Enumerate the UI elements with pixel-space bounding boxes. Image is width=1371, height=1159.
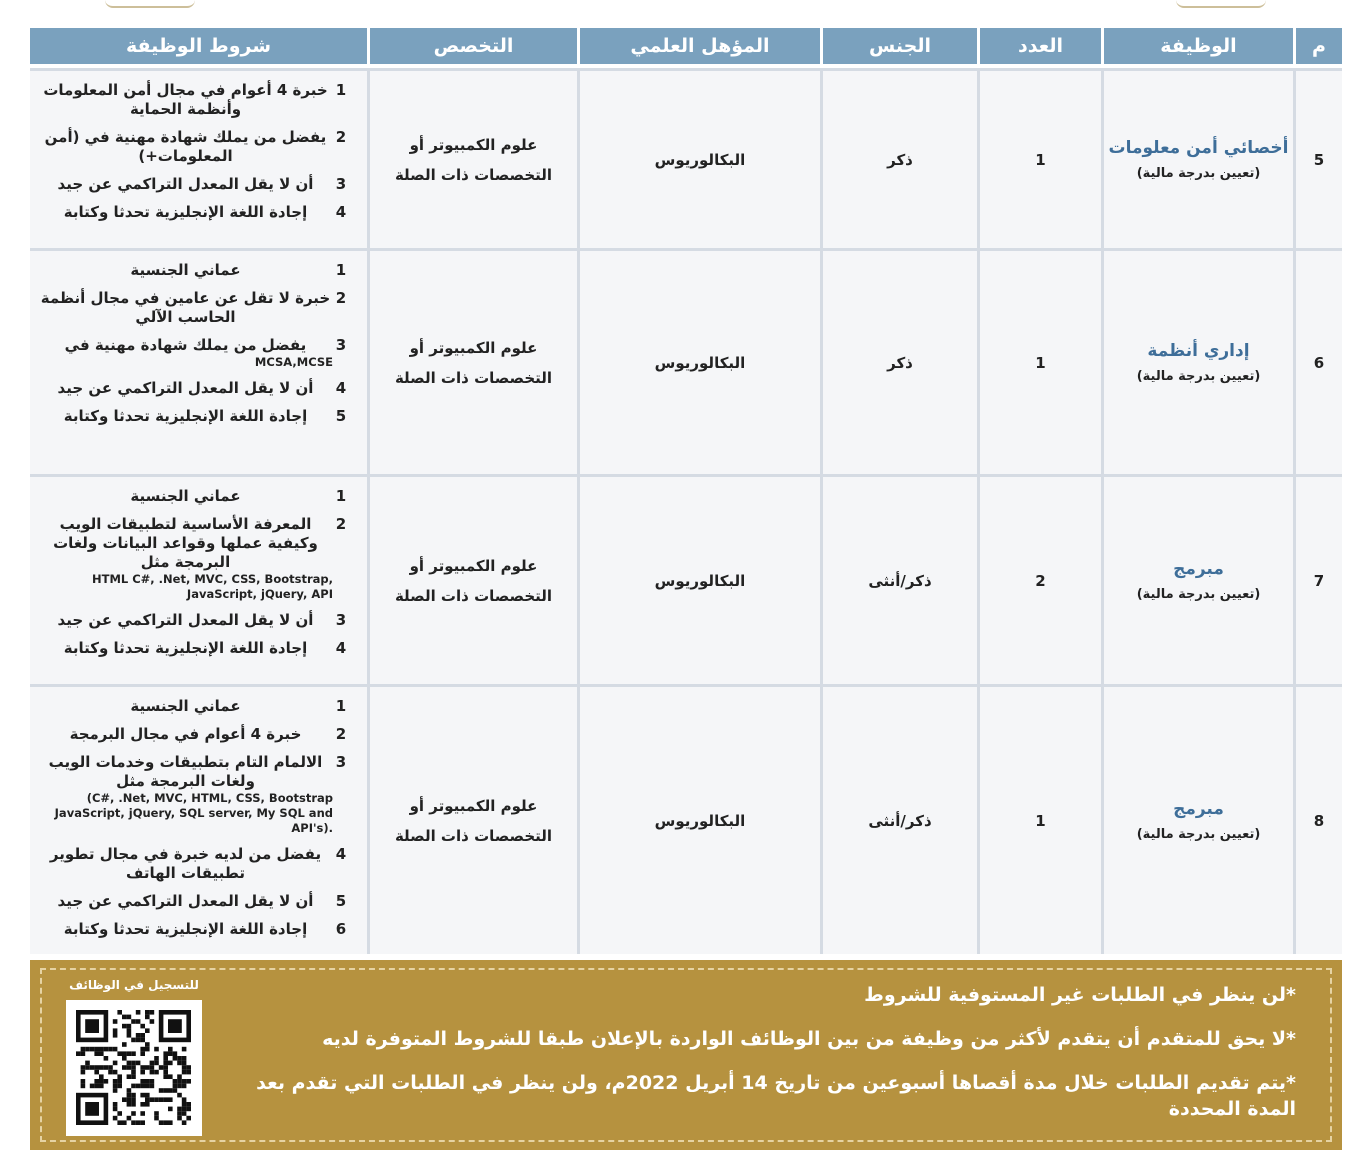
- condition-item: [38, 892, 349, 911]
- job-qualification: البكالوريوس: [577, 684, 820, 954]
- spec-line-2: التخصصات ذات الصلة: [394, 586, 553, 605]
- condition-number: 3: [335, 175, 347, 193]
- table-row: [30, 248, 1342, 474]
- job-subtitle: (تعيين بدرجة مالية): [1136, 587, 1261, 602]
- header-qualification: المؤهل العلمي: [577, 28, 820, 64]
- header-gender: الجنس: [820, 28, 977, 64]
- note-item: *لن ينظر في الطلبات غير المستوفية للشروط: [864, 984, 1296, 1006]
- job-specialization: [367, 684, 577, 954]
- condition-number: 3: [335, 753, 347, 771]
- table-header-row: [30, 28, 1342, 64]
- spec-line-2: التخصصات ذات الصلة: [394, 165, 553, 184]
- condition-number: 4: [335, 379, 347, 397]
- condition-item: [38, 725, 349, 744]
- condition-text: عماني الجنسية: [130, 697, 241, 715]
- header-job: الوظيفة: [1101, 28, 1293, 64]
- row-number: 7: [1293, 474, 1342, 684]
- condition-number: 6: [335, 920, 347, 938]
- condition-number: 2: [335, 128, 347, 146]
- table-row: [30, 684, 1342, 954]
- spec-line-1: علوم الكمبيوتر أو: [409, 135, 538, 154]
- job-gender: ذكر/أنثى: [820, 474, 977, 684]
- condition-item: [38, 845, 349, 883]
- condition-text: عماني الجنسية: [130, 261, 241, 279]
- spec-line-1: علوم الكمبيوتر أو: [409, 796, 538, 815]
- condition-text-main: الالمام التام بتطبيقات وخدمات الويب ولغات البرمجة مثل: [48, 753, 323, 790]
- condition-item: [38, 336, 349, 370]
- top-decoration-left: [105, 0, 195, 8]
- condition-text: [38, 753, 333, 836]
- condition-text-extra: (C#, .Net, MVC, HTML, CSS, Bootstrap JavaScript, jQuery, SQL server, My SQL and API's).: [54, 791, 333, 835]
- condition-item: [38, 289, 349, 327]
- condition-number: 3: [335, 336, 347, 354]
- spec-line-2: التخصصات ذات الصلة: [394, 826, 553, 845]
- condition-number: 1: [335, 697, 347, 715]
- condition-number: 4: [335, 203, 347, 221]
- job-conditions: [30, 474, 367, 684]
- job-gender: ذكر: [820, 248, 977, 474]
- notes-list: [246, 982, 1296, 1140]
- condition-text: يفضل من لديه خبرة في مجال تطوير تطبيقات الهاتف: [49, 845, 322, 882]
- condition-item: [38, 203, 349, 222]
- qr-code-icon: [66, 1000, 202, 1136]
- job-count: 1: [977, 248, 1101, 474]
- job-conditions: [30, 684, 367, 954]
- condition-text: خبرة لا تقل عن عامين في مجال أنظمة الحاسب الآلي: [40, 289, 331, 326]
- condition-item: [38, 487, 349, 506]
- header-m: م: [1293, 28, 1342, 64]
- condition-text: إجادة اللغة الإنجليزية تحدثا وكتابة: [63, 639, 308, 657]
- condition-number: 1: [335, 261, 347, 279]
- job-conditions: [30, 248, 367, 474]
- condition-text: إجادة اللغة الإنجليزية تحدثا وكتابة: [63, 920, 308, 938]
- top-decoration-right: [1176, 0, 1266, 8]
- job-qualification: البكالوريوس: [577, 68, 820, 248]
- condition-text-main: يفضل من يملك شهادة مهنية في: [64, 336, 307, 354]
- row-number: 8: [1293, 684, 1342, 954]
- job-cell: [1101, 474, 1293, 684]
- job-conditions: [30, 68, 367, 248]
- condition-text: إجادة اللغة الإنجليزية تحدثا وكتابة: [63, 407, 308, 425]
- condition-number: 2: [335, 725, 347, 743]
- condition-number: 5: [335, 892, 347, 910]
- header-specialization: التخصص: [367, 28, 577, 64]
- spec-line-2: التخصصات ذات الصلة: [394, 368, 553, 387]
- condition-text: أن لا يقل المعدل التراكمي عن جيد: [57, 892, 314, 910]
- condition-text: أن لا يقل المعدل التراكمي عن جيد: [57, 175, 314, 193]
- condition-item: [38, 920, 349, 939]
- job-count: 2: [977, 474, 1101, 684]
- condition-item: [38, 753, 349, 836]
- job-cell: [1101, 248, 1293, 474]
- condition-item: [38, 697, 349, 716]
- spec-line-1: علوم الكمبيوتر أو: [409, 556, 538, 575]
- condition-number: 5: [335, 407, 347, 425]
- job-specialization: [367, 68, 577, 248]
- table-row: [30, 474, 1342, 684]
- spec-line-1: علوم الكمبيوتر أو: [409, 338, 538, 357]
- condition-text: أن لا يقل المعدل التراكمي عن جيد: [57, 611, 314, 629]
- condition-item: [38, 515, 349, 602]
- condition-text-extra: HTML C#, .Net, MVC, CSS, Bootstrap, JavaScript, jQuery, API: [91, 572, 333, 601]
- condition-text: خبرة 4 أعوام في مجال أمن المعلومات وأنظمة الحماية: [43, 81, 328, 118]
- condition-text: [38, 515, 333, 602]
- condition-text-extra: MCSA,MCSE: [254, 355, 333, 369]
- job-subtitle: (تعيين بدرجة مالية): [1136, 827, 1261, 842]
- condition-item: [38, 407, 349, 426]
- job-specialization: [367, 474, 577, 684]
- table-row: [30, 68, 1342, 248]
- notes-banner: [30, 960, 1342, 1150]
- condition-item: [38, 261, 349, 280]
- job-title: مبرمج: [1173, 799, 1224, 819]
- condition-item: [38, 639, 349, 658]
- condition-number: 4: [335, 639, 347, 657]
- job-title: مبرمج: [1173, 559, 1224, 579]
- job-count: 1: [977, 68, 1101, 248]
- job-specialization: [367, 248, 577, 474]
- condition-item: [38, 611, 349, 630]
- condition-number: 1: [335, 81, 347, 99]
- condition-number: 2: [335, 289, 347, 307]
- note-item: *يتم تقديم الطلبات خلال مدة أقصاها أسبوعين من تاريخ 14 أبريل 2022م، ولن ينظر في الطلبات التي تقدم بعد المدة المحددة: [256, 1072, 1296, 1120]
- note-item: *لا يحق للمتقدم أن يتقدم لأكثر من وظيفة من بين الوظائف الواردة بالإعلان طبقا للشروط المتوفرة لديه: [322, 1028, 1296, 1050]
- job-qualification: البكالوريوس: [577, 474, 820, 684]
- job-count: 1: [977, 684, 1101, 954]
- condition-number: 4: [335, 845, 347, 863]
- job-subtitle: (تعيين بدرجة مالية): [1136, 369, 1261, 384]
- jobs-table: [30, 28, 1342, 954]
- condition-text: [38, 336, 333, 370]
- job-cell: [1101, 684, 1293, 954]
- job-title: إداري أنظمة: [1147, 341, 1250, 361]
- condition-text: أن لا يقل المعدل التراكمي عن جيد: [57, 379, 314, 397]
- job-gender: ذكر/أنثى: [820, 684, 977, 954]
- registration-qr-code[interactable]: [66, 1000, 202, 1136]
- condition-item: [38, 81, 349, 119]
- condition-text: خبرة 4 أعوام في مجال البرمجة: [69, 725, 302, 743]
- header-count: العدد: [977, 28, 1101, 64]
- row-number: 6: [1293, 248, 1342, 474]
- condition-text: إجادة اللغة الإنجليزية تحدثا وكتابة: [63, 203, 308, 221]
- condition-text: عماني الجنسية: [130, 487, 241, 505]
- job-subtitle: (تعيين بدرجة مالية): [1136, 166, 1261, 181]
- condition-item: [38, 175, 349, 194]
- job-gender: ذكر: [820, 68, 977, 248]
- job-title: أخصائي أمن معلومات: [1108, 138, 1289, 158]
- condition-number: 2: [335, 515, 347, 533]
- job-cell: [1101, 68, 1293, 248]
- condition-item: [38, 128, 349, 166]
- condition-text-main: المعرفة الأساسية لتطبيقات الويب وكيفية عملها وقواعد البيانات ولغات البرمجة مثل: [53, 515, 318, 571]
- condition-text: يفضل من يملك شهادة مهنية في (أمن المعلومات+): [44, 128, 327, 165]
- job-qualification: البكالوريوس: [577, 248, 820, 474]
- condition-item: [38, 379, 349, 398]
- condition-number: 3: [335, 611, 347, 629]
- condition-number: 1: [335, 487, 347, 505]
- header-conditions: شروط الوظيفة: [30, 28, 367, 64]
- row-number: 5: [1293, 68, 1342, 248]
- qr-label: للتسجيل في الوظائف: [69, 978, 199, 992]
